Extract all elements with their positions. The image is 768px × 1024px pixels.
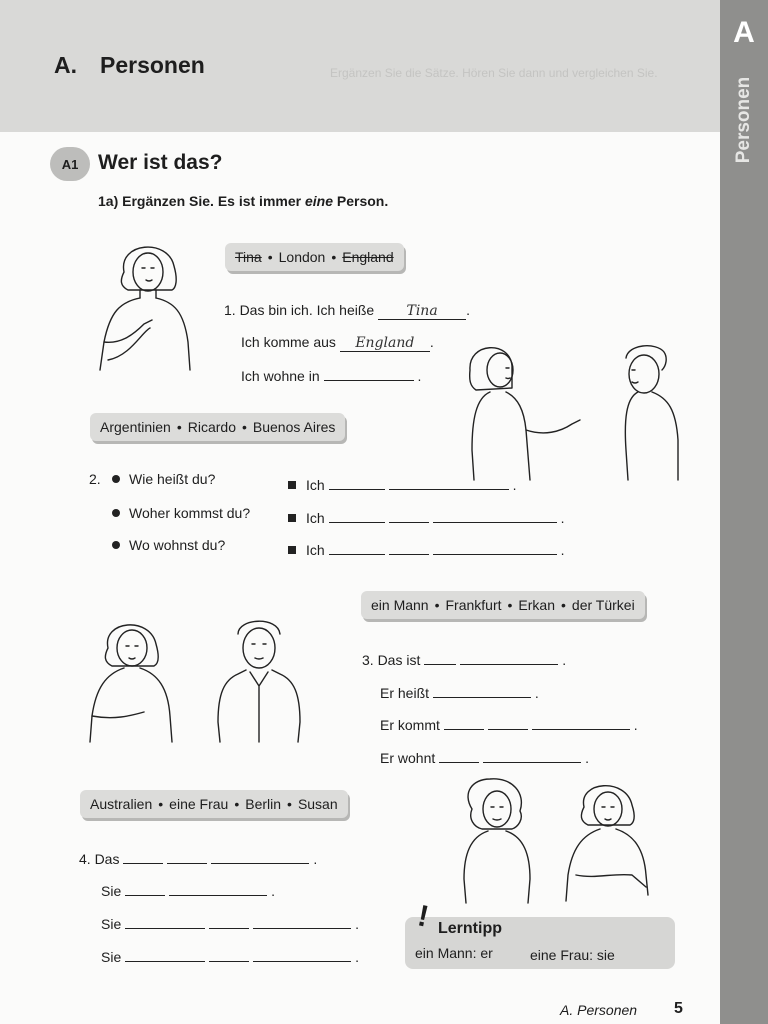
- ex1-line-3: Ich wohne in .: [241, 368, 422, 384]
- ex3-line-4: Er wohnt .: [380, 750, 590, 766]
- instruction-emphasis: eine: [304, 193, 333, 209]
- ex2-q1-text: Wie heißt du?: [129, 471, 216, 487]
- separator-dot: •: [241, 419, 247, 435]
- instruction-suffix: Person.: [333, 193, 389, 209]
- ex4-blank[interactable]: [209, 914, 249, 929]
- ex4-blank[interactable]: [211, 849, 309, 864]
- ex1-prompt-1: 1. Das bin ich. Ich heiße: [224, 302, 375, 318]
- word-ein-mann: ein Mann: [371, 597, 429, 613]
- woman-pointing-illustration-2: [78, 612, 178, 747]
- word-box-3: [361, 591, 645, 619]
- woman-pointing-illustration-1: [90, 232, 200, 377]
- word-england-crossed: England: [342, 249, 394, 265]
- man-listening-illustration: [612, 340, 692, 485]
- square-bullet-icon: [288, 481, 296, 489]
- ex4-blank[interactable]: [253, 914, 351, 929]
- separator-dot: •: [434, 597, 440, 613]
- ex4-blank[interactable]: [169, 881, 267, 896]
- ex4-prompt-4: Sie: [101, 949, 122, 965]
- faded-header-text: Ergänzen Sie die Sätze. Hören Sie dann und vergleichen Sie.: [330, 66, 658, 80]
- section-number: A.: [54, 52, 77, 78]
- exercise-badge: A1: [50, 147, 90, 181]
- word-box-2: [90, 413, 345, 441]
- ex2-blank[interactable]: [389, 475, 509, 490]
- ex2-question-2: [112, 505, 250, 521]
- ex2-a3-text: Ich: [306, 542, 325, 558]
- square-bullet-icon: [288, 514, 296, 522]
- ex4-line-2: Sie .: [101, 883, 276, 899]
- ex3-blank[interactable]: [488, 715, 528, 730]
- separator-dot: •: [234, 796, 240, 812]
- bullet-icon: [112, 475, 120, 483]
- ex3-line-2: Er heißt .: [380, 685, 539, 701]
- ex4-prompt-3: Sie: [101, 916, 122, 932]
- ex4-line-1: 4. Das .: [79, 851, 318, 867]
- woman-pointing-illustration-3: [556, 775, 656, 905]
- ex2-answer-2: Ich .: [288, 508, 564, 526]
- exclamation-icon: !: [414, 899, 432, 934]
- word-australien: Australien: [90, 796, 153, 812]
- ex2-blank[interactable]: [433, 508, 557, 523]
- ex3-prompt-2: Er heißt: [380, 685, 430, 701]
- ex3-blank[interactable]: [532, 715, 630, 730]
- side-tab-word: Personen: [733, 76, 754, 164]
- ex1-answer-name[interactable]: Tina: [378, 303, 466, 320]
- instruction-prefix: 1a) Ergänzen Sie. Es ist immer: [98, 193, 305, 209]
- ex4-blank[interactable]: [209, 947, 249, 962]
- side-tab-letter: A: [733, 16, 755, 49]
- ex2-blank[interactable]: [433, 540, 557, 555]
- separator-dot: •: [507, 597, 513, 613]
- ex3-prompt-4: Er wohnt: [380, 750, 436, 766]
- ex4-blank[interactable]: [123, 849, 163, 864]
- ex2-blank[interactable]: [329, 508, 385, 523]
- word-tina-crossed: Tina: [235, 249, 262, 265]
- word-frankfurt: Frankfurt: [445, 597, 502, 613]
- ex2-q3-text: Wo wohnst du?: [129, 537, 226, 553]
- ex2-a1-text: Ich: [306, 477, 325, 493]
- ex2-q2-text: Woher kommst du?: [129, 505, 251, 521]
- ex3-prompt-1: 3. Das ist: [362, 652, 421, 668]
- ex1-prompt-3: Ich wohne in: [241, 368, 320, 384]
- word-susan: Susan: [297, 796, 338, 812]
- ex2-answer-3: Ich .: [288, 540, 564, 558]
- section-title-text: Personen: [100, 52, 205, 78]
- ex4-prompt-2: Sie: [101, 883, 122, 899]
- word-der-tuerkei: der Türkei: [571, 597, 635, 613]
- word-box-4: [80, 790, 348, 818]
- ex3-blank[interactable]: [444, 715, 484, 730]
- square-bullet-icon: [288, 546, 296, 554]
- ex2-a2-text: Ich: [306, 510, 325, 526]
- lerntipp-frau: eine Frau: sie: [530, 947, 615, 963]
- separator-dot: •: [158, 796, 164, 812]
- ex2-blank[interactable]: [329, 540, 385, 555]
- word-eine-frau: eine Frau: [169, 796, 229, 812]
- ex3-blank[interactable]: [433, 683, 531, 698]
- word-argentinien: Argentinien: [100, 419, 171, 435]
- ex1-answer-country[interactable]: England: [340, 335, 430, 352]
- section-title: [54, 52, 205, 79]
- ex3-blank[interactable]: [424, 650, 456, 665]
- ex3-blank[interactable]: [439, 748, 479, 763]
- ex2-blank[interactable]: [389, 508, 429, 523]
- bullet-icon: [112, 541, 120, 549]
- ex3-prompt-3: Er kommt: [380, 717, 440, 733]
- ex3-line-1: 3. Das ist .: [362, 652, 567, 668]
- man-portrait-illustration: [208, 612, 308, 747]
- word-box-1: [225, 243, 404, 271]
- separator-dot: •: [331, 249, 337, 265]
- ex4-prompt-1: 4. Das: [79, 851, 120, 867]
- exercise-title: Wer ist das?: [98, 151, 223, 174]
- footer-section-name: A. Personen: [560, 1002, 638, 1018]
- ex1-blank-city[interactable]: [324, 366, 414, 381]
- ex4-blank[interactable]: [125, 881, 165, 896]
- separator-dot: •: [176, 419, 182, 435]
- ex4-line-3: Sie .: [101, 916, 360, 932]
- ex2-question-1: [112, 471, 215, 487]
- separator-dot: •: [287, 796, 292, 812]
- word-ricardo: Ricardo: [187, 419, 236, 435]
- lerntipp-mann: ein Mann: er: [415, 945, 493, 961]
- separator-dot: •: [561, 597, 566, 613]
- word-erkan: Erkan: [518, 597, 555, 613]
- word-london: London: [278, 249, 326, 265]
- ex3-blank[interactable]: [483, 748, 581, 763]
- ex2-answer-1: Ich .: [288, 475, 516, 493]
- ex2-blank[interactable]: [329, 475, 385, 490]
- woman-talking-illustration: [460, 340, 590, 485]
- ex4-blank[interactable]: [167, 849, 207, 864]
- ex4-blank[interactable]: [125, 914, 205, 929]
- exercise-instruction: [98, 193, 388, 209]
- ex2-number: 2.: [89, 471, 101, 487]
- lerntipp-title: Lerntipp: [438, 920, 502, 937]
- ex1-line-1: 1. Das bin ich. Ich heiße Tina .: [224, 302, 470, 319]
- ex4-blank[interactable]: [125, 947, 205, 962]
- ex1-line-2: Ich komme aus England .: [241, 334, 434, 351]
- page-number: 5: [674, 1000, 683, 1017]
- ex3-blank[interactable]: [460, 650, 558, 665]
- separator-dot: •: [267, 249, 273, 265]
- word-buenos-aires: Buenos Aires: [252, 419, 336, 435]
- bullet-icon: [112, 509, 120, 517]
- curly-haired-woman-illustration: [452, 775, 542, 905]
- word-berlin: Berlin: [245, 796, 282, 812]
- ex2-blank[interactable]: [389, 540, 429, 555]
- ex4-blank[interactable]: [253, 947, 351, 962]
- ex1-prompt-2: Ich komme aus: [241, 334, 336, 350]
- ex4-line-4: Sie .: [101, 949, 360, 965]
- ex2-question-3: [112, 537, 225, 553]
- ex3-line-3: Er kommt .: [380, 717, 638, 733]
